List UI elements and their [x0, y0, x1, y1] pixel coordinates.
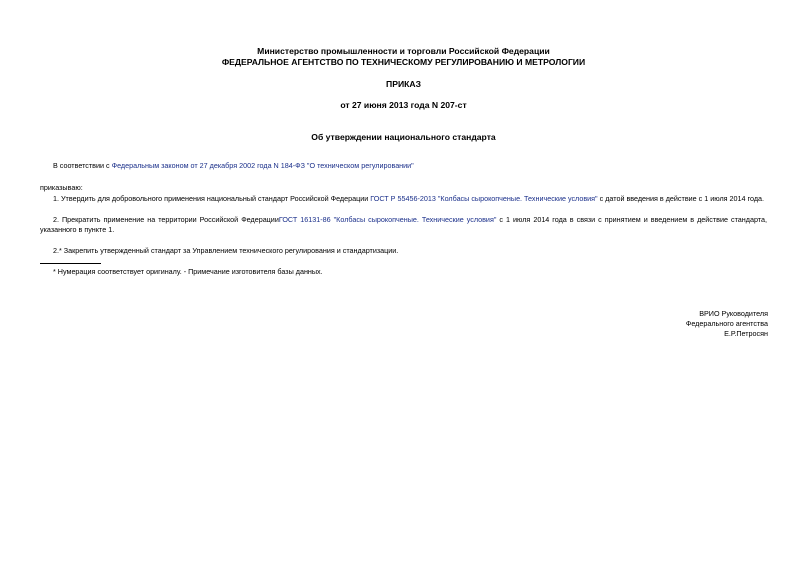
item-2-paragraph: [40, 215, 767, 235]
item-1-suffix: с датой введения в действие с 1 июля 2014 года.: [597, 194, 765, 203]
item-1-paragraph: [53, 194, 764, 204]
signature-name: Е.Р.Петросян: [724, 329, 768, 338]
item-2-prefix: 2. Прекратить применение на территории Российской Федерации: [53, 215, 279, 224]
item-2-suffix: с 1 июля 2014 года в связи с принятием и введением в действие стандарта, указанного в пункте 1.: [40, 215, 767, 234]
item-3-paragraph: 2.* Закрепить утвержденный стандарт за Управлением технического регулирования и стандартизации.: [53, 246, 399, 255]
document-date-number: от 27 июня 2013 года N 207-ст: [340, 100, 467, 110]
signature-position: ВРИО Руководителя: [699, 309, 768, 318]
order-word: приказываю:: [40, 183, 83, 192]
gost-r-55456-link[interactable]: ГОСТ Р 55456-2013 "Колбасы сырокопченые. Технические условия": [370, 194, 598, 203]
intro-prefix: В соответствии с: [53, 161, 112, 170]
signature-agency: Федерального агентства: [685, 319, 768, 328]
agency-heading: ФЕДЕРАЛЬНОЕ АГЕНТСТВО ПО ТЕХНИЧЕСКОМУ РЕГУЛИРОВАНИЮ И МЕТРОЛОГИИ: [221, 57, 586, 67]
federal-law-link[interactable]: Федеральным законом от 27 декабря 2002 года N 184-ФЗ "О техническом регулировании": [111, 161, 414, 170]
item-1-prefix: 1. Утвердить для добровольного применения национальный стандарт Российской Федерации: [53, 194, 371, 203]
document-type: ПРИКАЗ: [386, 79, 421, 89]
footnote: * Нумерация соответствует оригиналу. - Примечание изготовителя базы данных.: [53, 267, 323, 276]
footnote-divider: [40, 263, 101, 264]
document-title: Об утверждении национального стандарта: [311, 132, 496, 142]
ministry-heading: Министерство промышленности и торговли Российской Федерации: [257, 46, 550, 56]
gost-16131-link[interactable]: ГОСТ 16131-86 "Колбасы сырокопченые. Технические условия": [278, 215, 497, 224]
intro-paragraph: [53, 161, 414, 171]
